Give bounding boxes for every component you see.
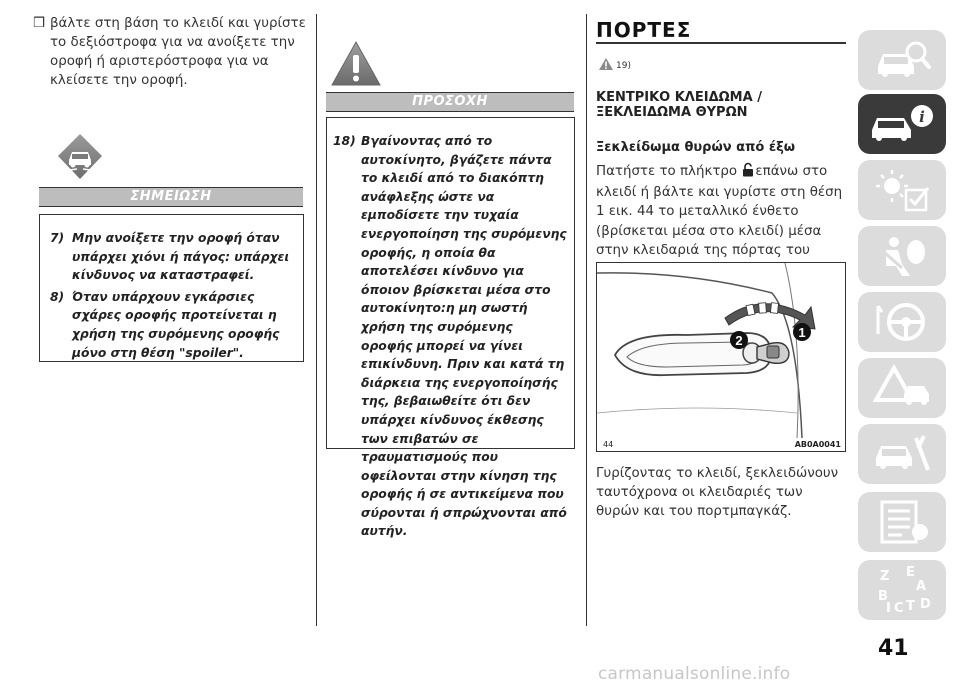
tab-driving[interactable] xyxy=(858,292,946,352)
warning-banner: ΠΡΟΣΟΧΗ xyxy=(326,92,574,112)
svg-text:A: A xyxy=(916,579,927,594)
door-handle-illustration xyxy=(597,263,845,438)
small-warning-icon xyxy=(598,56,614,70)
tab-emergency[interactable] xyxy=(858,358,946,418)
airbag-icon xyxy=(872,232,934,280)
page-number: 41 xyxy=(878,636,909,661)
light-check-icon xyxy=(872,166,934,214)
tab-index[interactable] xyxy=(858,560,946,620)
unlock-result-paragraph: Γυρίζοντας το κλειδί, ξεκλειδώνουν ταυτόχρονα οι κλειδαριές των θυρών και του πορτμπαγκάζ. xyxy=(596,466,839,520)
svg-text:D: D xyxy=(920,597,931,612)
note-banner: ΣΗΜΕΙΩΣΗ xyxy=(39,187,303,207)
warning-box xyxy=(326,117,575,539)
warning-car-icon xyxy=(872,364,934,412)
unlock-outside-heading: Ξεκλείδωμα θυρών από έξω xyxy=(596,140,796,155)
unlock-paragraph: Πατήστε το πλήκτρο επάνω στο κλειδί ή βάλτε και γυρίστε στη θέση 1 εικ. 44 το μεταλλικό ένθετο (βρίσκεται μέσα στο κλειδί) μέσα στην κλειδαριά της πόρτας του xyxy=(596,164,843,258)
checkbox-bullet-icon: ❒ xyxy=(33,16,46,31)
warning-triangle-icon xyxy=(330,40,382,88)
figure-door-lock xyxy=(596,262,846,452)
svg-text:Z: Z xyxy=(880,569,890,584)
svg-text:T: T xyxy=(906,599,915,614)
svg-text:E: E xyxy=(906,565,915,580)
tab-lights[interactable] xyxy=(858,160,946,220)
central-locking-heading: ΚΕΝΤΡΙΚΟ ΚΛΕΙΔΩΜΑ / ΞΕΚΛΕΙΔΩΜΑ ΘΥΡΩΝ xyxy=(596,90,762,120)
reference-number: 19) xyxy=(616,61,631,71)
note-box xyxy=(39,214,304,362)
bullet-text: βάλτε στη βάση το κλειδί και γυρίστε το δεξιόστροφα για να ανοίξετε την οροφή ή αριστερόστροφα για να κλείσετε την οροφή. xyxy=(50,16,306,88)
unlock-button-icon xyxy=(742,162,754,183)
figure-code: AB0A0041 xyxy=(794,440,841,449)
svg-text:I: I xyxy=(886,601,891,616)
note-car-icon xyxy=(55,132,105,182)
callout-1: 1 xyxy=(798,325,806,340)
callout-2: 2 xyxy=(735,333,743,348)
tab-dashboard-search[interactable] xyxy=(858,30,946,90)
note-item-7: 7) Μην ανοίξετε την οροφή όταν υπάρχει χιόνι ή πάγος: υπάρχει κίνδυνος να καταστραφεί. xyxy=(50,231,290,283)
tab-know-your-car[interactable] xyxy=(858,94,946,154)
section-title: ΠΟΡΤΕΣ xyxy=(596,18,692,42)
car-wrench-icon xyxy=(872,430,934,478)
svg-text:i: i xyxy=(919,108,925,126)
tab-safety[interactable] xyxy=(858,226,946,286)
column-divider-left xyxy=(316,14,317,626)
alphabet-index-icon xyxy=(872,564,934,616)
document-list-icon xyxy=(872,498,934,546)
svg-text:B: B xyxy=(878,589,888,604)
warning-item-18: 18) Βγαίνοντας από το αυτοκίνητο, βγάζετε πάντα το κλειδί από το διακόπτη ανάφλεξης ώστε να εμποδίσετε την τυχαία ενεργοποίηση της συρόμενης οροφής, η οποία θα αποτελέσει κίνδυνο για όποιον βρίσκεται μέσα στο αυτοκίνητο:η μη σωστή χρήση της συρόμενης οροφής μπορεί να γίνει επικίνδυνη. Πριν και κατά τη διάρκεια της ενεργοποίησής της, βεβαιωθείτε ότι δεν υπάρχει κίνδυνος έκθεσης των επιβατών σε τραυματισμούς που οφείλονται στην κίνηση της οροφής ή σε αντικείμενα που σύρονται ή σπρώχνονται από αυτήν. xyxy=(333,134,567,539)
car-search-icon xyxy=(872,36,934,84)
title-rule xyxy=(596,42,846,44)
figure-number: 44 xyxy=(603,440,614,449)
svg-text:C: C xyxy=(894,601,904,616)
steering-wheel-icon xyxy=(872,298,934,346)
tab-technical-data[interactable] xyxy=(858,492,946,552)
bullet-paragraph xyxy=(33,14,310,90)
tab-maintenance[interactable] xyxy=(858,424,946,484)
column-divider-right xyxy=(586,14,587,626)
note-item-8: 8) Όταν υπάρχουν εγκάρσιες σχάρες οροφής προτείνεται η χρήση της συρόμενης οροφής μόνο στη θέση "spoiler". xyxy=(50,289,280,360)
watermark: carmanualsonline.info xyxy=(598,664,791,684)
car-info-icon xyxy=(868,100,936,148)
